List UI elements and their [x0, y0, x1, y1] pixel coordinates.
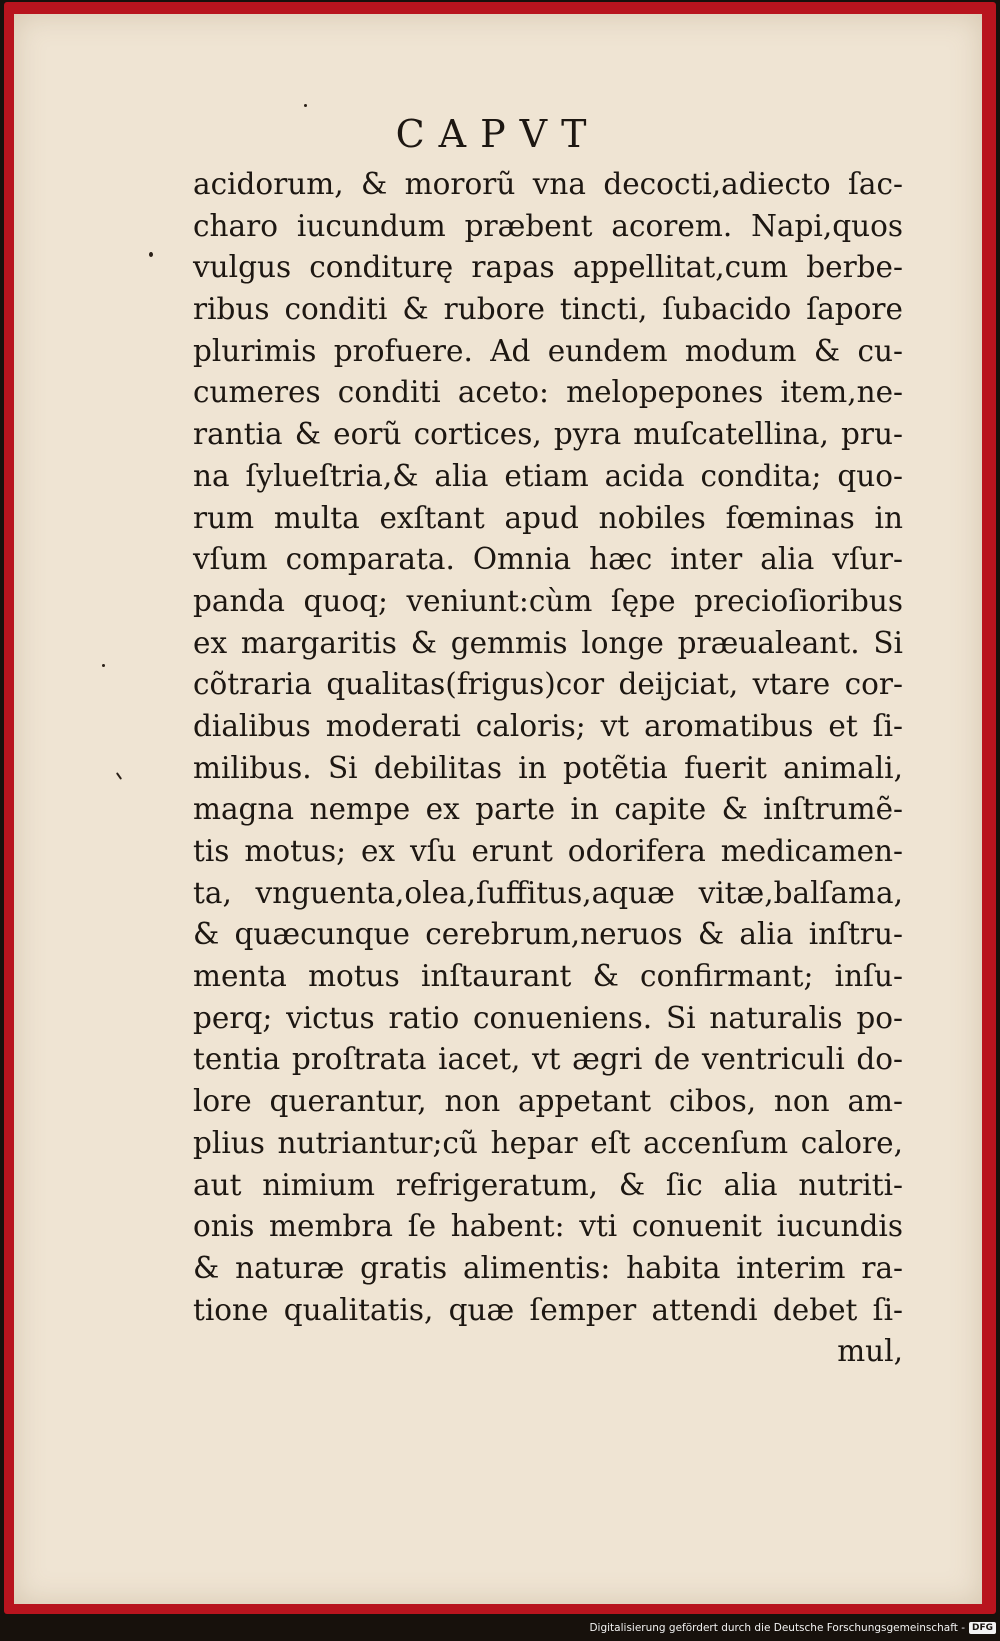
text-line: cõtraria qualitas(frigus)cor deijciat, vtare cor-	[193, 667, 903, 702]
ink-speck	[102, 664, 105, 667]
text-line: plius nutriantur;cũ hepar eſt accenſum calore,	[193, 1125, 903, 1160]
text-line: lore querantur, non appetant cibos, non am-	[193, 1084, 903, 1119]
digitization-credit	[589, 1618, 996, 1638]
text-line: milibus. Si debilitas in potẽtia fuerit animali,	[193, 750, 903, 785]
credit-text: Digitalisierung gefördert durch die Deutsche Forschungsgemeinschaft -	[589, 1622, 965, 1634]
body-text	[193, 164, 903, 1373]
ink-speck	[116, 772, 122, 780]
text-line: aut nimium refrigeratum, & ſic alia nutriti-	[193, 1167, 903, 1202]
text-line: charo iucundum præbent acorem. Napi,quos	[193, 208, 903, 243]
text-line: ex margaritis & gemmis longe præualeant. Si	[193, 625, 903, 660]
dfg-logo: DFG	[969, 1622, 996, 1634]
text-line: perq; victus ratio conueniens. Si naturalis po-	[193, 1000, 903, 1035]
text-line: & naturæ gratis alimentis: habita interim ra-	[193, 1250, 903, 1285]
text-line: rum multa exſtant apud nobiles fœminas in	[193, 500, 903, 535]
text-line: tis motus; ex vſu erunt odorifera medicamen-	[193, 834, 903, 868]
ink-speck	[149, 252, 153, 257]
catchword: mul,	[837, 1334, 903, 1369]
text-line: panda quoq; veniunt:cùm ſępe precioſioribus	[193, 583, 903, 618]
text-line: menta motus inſtaurant & confirmant; inſu-	[193, 959, 903, 994]
text-line: onis membra ſe habent: vti conuenit iucundis	[193, 1209, 903, 1244]
text-line: ta, vnguenta,olea,ſuffitus,aquæ vitæ,balſama,	[193, 875, 903, 910]
text-line: na ſylueſtria,& alia etiam acida condita; quo-	[193, 458, 903, 493]
ink-speck	[304, 104, 307, 107]
text-line: tione qualitatis, quæ ſemper attendi debet ſi-	[193, 1292, 903, 1327]
text-line: rantia & eorũ cortices, pyra muſcatellina, pru-	[193, 417, 903, 452]
text-line: acidorum, & mororũ vna decocti,adiecto ſac-	[193, 167, 903, 201]
text-line: plurimis profuere. Ad eundem modum & cu-	[193, 333, 903, 368]
text-line: vulgus conditurę rapas appellitat,cum berbe-	[193, 250, 903, 285]
text-line: magna nempe ex parte in capite & inſtrumẽ-	[193, 792, 903, 827]
book-page	[14, 14, 982, 1604]
running-head: CAPVT	[395, 112, 601, 156]
text-line: tentia proſtrata iacet, vt ægri de ventriculi do-	[193, 1042, 903, 1077]
text-line: cumeres conditi aceto: melopepones item,ne-	[193, 375, 903, 410]
text-line: vſum comparata. Omnia hæc inter alia vſur-	[193, 542, 903, 577]
text-line: ribus conditi & rubore tincti, ſubacido ſapore	[193, 292, 903, 327]
text-line: & quæcunque cerebrum,neruos & alia inſtru-	[193, 917, 903, 952]
text-line: dialibus moderati caloris; vt aromatibus et ſi-	[193, 708, 903, 743]
